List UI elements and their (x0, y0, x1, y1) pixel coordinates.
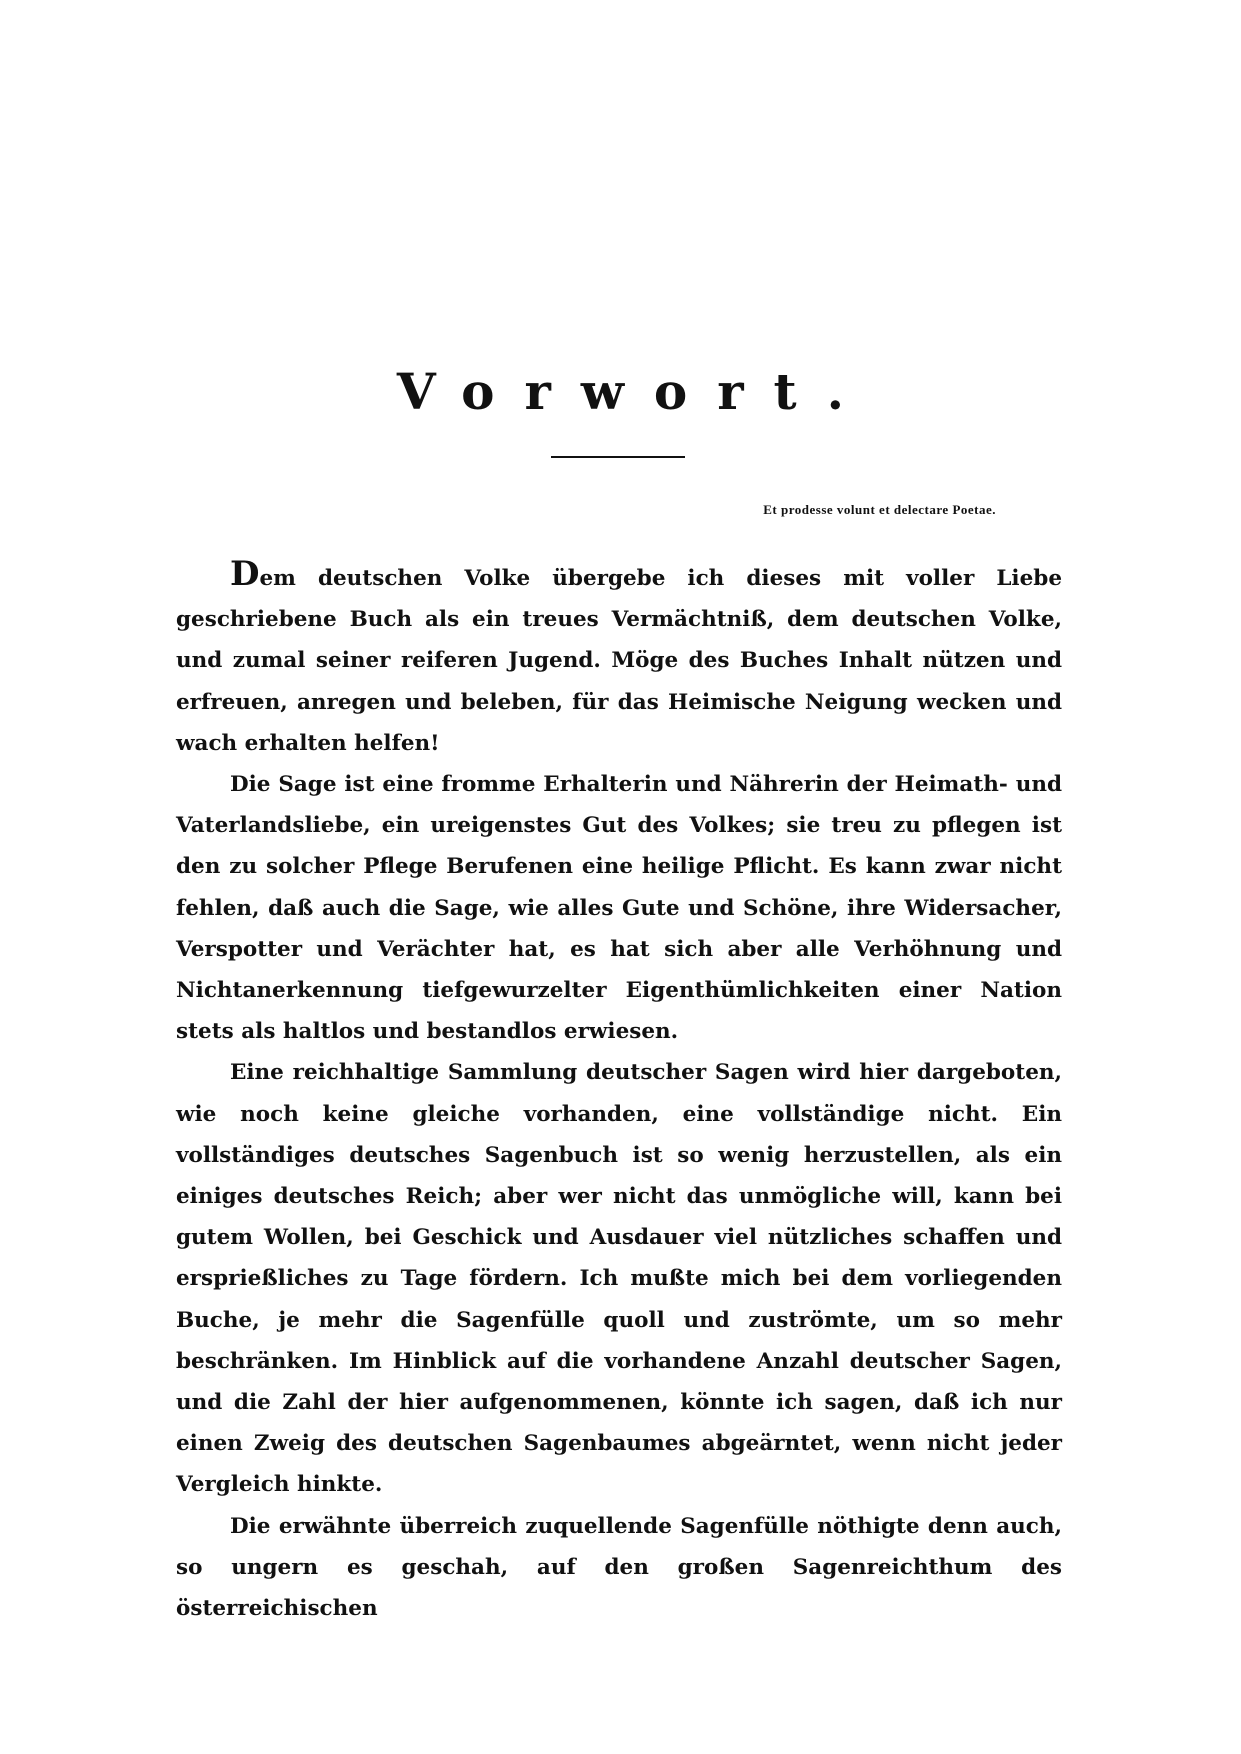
title-divider (551, 456, 685, 458)
paragraph: Die erwähnte überreich zuquellende Sagenfülle nöthigte denn auch, so ungern es geschah, auf den großen Sagenreichthum des österreichischen (176, 1513, 1062, 1622)
initial-letter: D (230, 554, 260, 594)
body-text (176, 554, 1062, 1629)
paragraph (176, 554, 1062, 764)
paragraph: Eine reichhaltige Sammlung deutscher Sagen wird hier dargeboten, wie noch keine gleiche vorhanden, eine vollständige nicht. Ein vollständiges deutsches Sagenbuch ist so wenig herzustellen, als ein einiges deutsches Reich; aber wer nicht das unmögliche will, kann bei gutem Wollen, bei Geschick und Ausdauer viel nützliches schaffen und ersprießliches zu Tage fördern. Ich mußte mich bei dem vorliegenden Buche, je mehr die Sagenfülle quoll und zuströmte, um so mehr beschränken. Im Hinblick auf die vorhandene Anzahl deutscher Sagen, und die Zahl der hier aufgenommenen, könnte ich sagen, daß ich nur einen Zweig des deutschen Sagenbaumes abgeärntet, wenn nicht jeder Vergleich hinkte. (176, 1060, 1062, 1498)
epigraph: Et prodesse volunt et delectare Poetae. (763, 502, 996, 517)
page-title: Vorwort. (396, 362, 875, 421)
paragraph-text: em deutschen Volke übergebe ich dieses mit voller Liebe geschriebene Buch als ein treues Vermächtniß, dem deutschen Volke, und zumal seiner reiferen Jugend. Möge des Buches Inhalt nützen und erfreuen, anregen und beleben, für das Heimische Neigung wecken und wach erhalten helfen! (176, 566, 1062, 756)
paragraph: Die Sage ist eine fromme Erhalterin und Nährerin der Heimath- und Vaterlandsliebe, ein ureigenstes Gut des Volkes; sie treu zu pflegen ist den zu solcher Pflege Berufenen eine heilige Pflicht. Es kann zwar nicht fehlen, daß auch die Sage, wie alles Gute und Schöne, ihre Widersacher, Verspotter und Verächter hat, es hat sich aber alle Verhöhnung und Nichtanerkennung tiefgewurzelter Eigenthümlichkeiten einer Nation stets als haltlos und bestandlos erwiesen. (176, 772, 1062, 1045)
